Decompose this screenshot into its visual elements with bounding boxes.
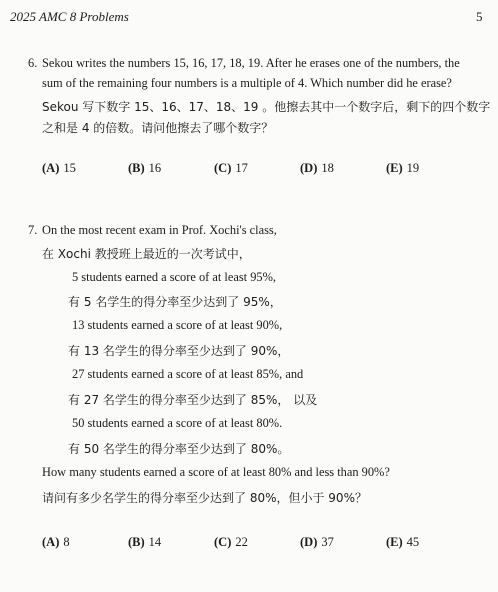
problem-7-cn-condition-4: 有 50 名学生的得分率至少达到了 80%。 (68, 442, 290, 456)
problem-7-cn-condition-3: 有 27 名学生的得分率至少达到了 85%， 以及 (68, 393, 318, 407)
problem-7-choice-d: (D) 37 (300, 535, 334, 549)
problem-6-choice-e: (E) 19 (386, 161, 420, 175)
problem-7-intro: On the most recent exam in Prof. Xochi's class, (42, 223, 277, 237)
problem-6-cn-line-2: 之和是 4 的倍数。请问他擦去了哪个数字？ (42, 121, 274, 135)
problem-6-choice-b: (B) 16 (128, 161, 162, 175)
problem-6-text-line-1: Sekou writes the numbers 15, 16, 17, 18, 19. After he erases one of the numbers, the (42, 56, 460, 70)
problem-7-cn-question: 请问有多少名学生的得分率至少达到了 80%，但小于 90%？ (42, 491, 367, 505)
problem-6-choice-d: (D) 18 (300, 161, 334, 175)
problem-6-choice-c: (C) 17 (214, 161, 248, 175)
page-number: 5 (476, 9, 483, 24)
problem-7-choice-b: (B) 14 (128, 535, 162, 549)
problem-7-condition-4: 50 students earned a score of at least 80%. (72, 416, 283, 430)
problem-7-condition-1: 5 students earned a score of at least 95%, (72, 270, 277, 284)
problem-7-cn-condition-1: 有 5 名学生的得分率至少达到了 95%， (68, 295, 282, 309)
problem-7-number: 7. (28, 223, 38, 237)
page-header-title: 2025 AMC 8 Problems (10, 9, 129, 24)
problem-7-choice-e: (E) 45 (386, 535, 420, 549)
problem-6-cn-line-1: Sekou 写下数字 15、16、17、18、19 。他擦去其中一个数字后，剩下的四个数字 (42, 100, 491, 114)
problem-7-condition-2: 13 students earned a score of at least 90%, (72, 318, 283, 332)
problem-7-choice-a: (A) 8 (42, 535, 70, 549)
problem-7-cn-intro: 在 Xochi 教授班上最近的一次考试中， (42, 247, 251, 261)
problem-7-condition-3: 27 students earned a score of at least 85%, and (72, 367, 304, 381)
problem-7-choice-c: (C) 22 (214, 535, 248, 549)
problem-6-text-line-2: sum of the remaining four numbers is a multiple of 4. Which number did he erase? (42, 76, 452, 90)
problem-7-question: How many students earned a score of at least 80% and less than 90%? (42, 465, 390, 479)
problem-6-choice-a: (A) 15 (42, 161, 76, 175)
problem-6-number: 6. (28, 56, 38, 70)
problem-7-cn-condition-2: 有 13 名学生的得分率至少达到了 90%， (68, 344, 290, 358)
